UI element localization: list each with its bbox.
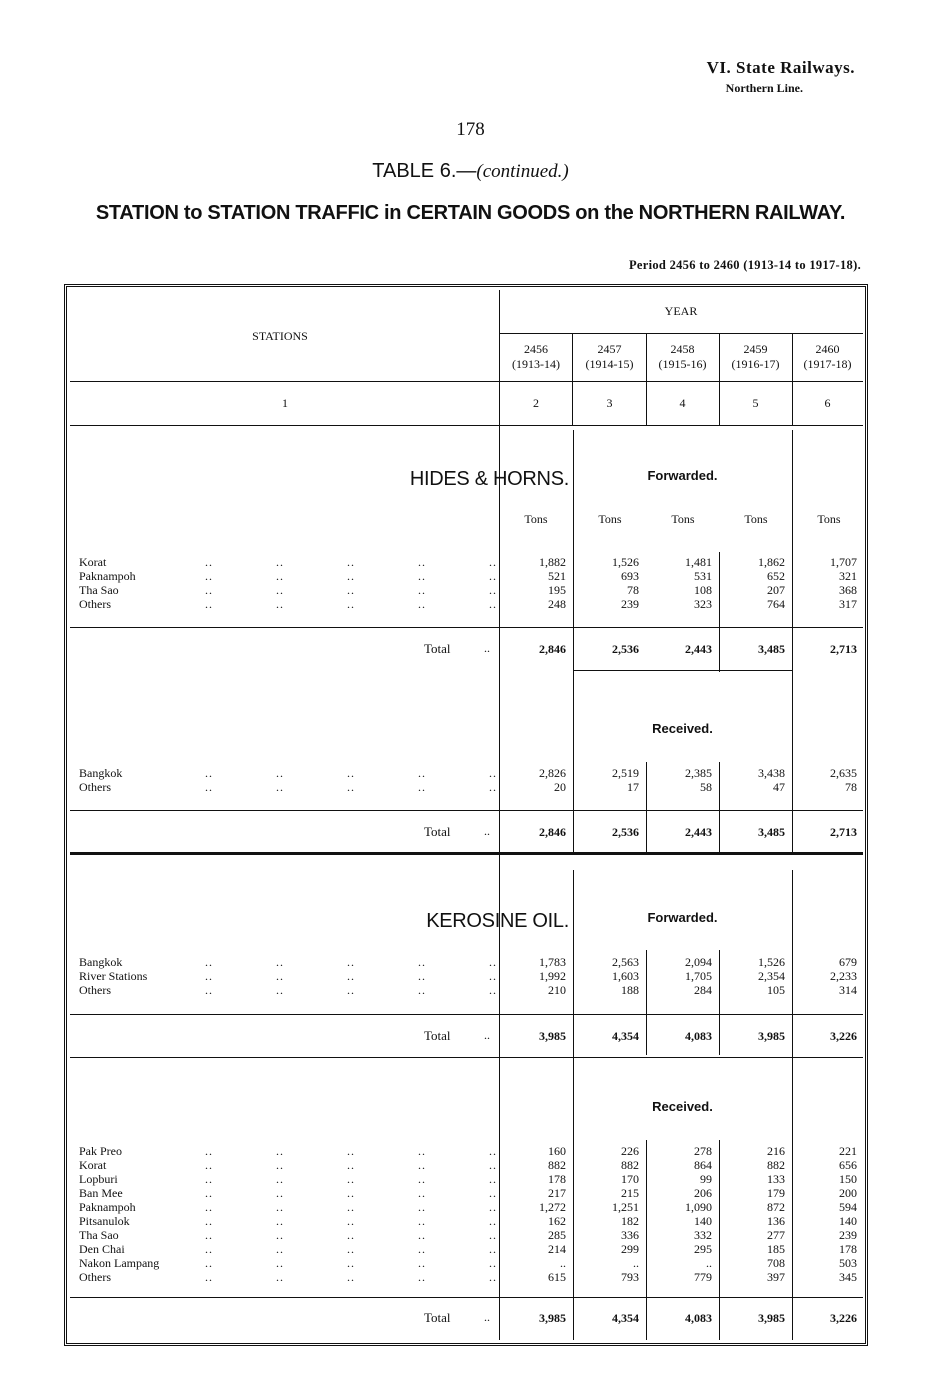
leader-dots: .. .. .. .. ..	[205, 1214, 497, 1228]
unit-label: Tons	[598, 512, 622, 526]
station-row-value: 652	[767, 569, 785, 583]
station-label: Others	[79, 983, 111, 997]
total-row-value: 2,713	[830, 642, 857, 656]
station-row-value: ..	[706, 1256, 712, 1270]
leader-dots: ..	[484, 1310, 490, 1324]
station-row-value: 17	[627, 780, 639, 794]
station-row-value: 368	[839, 583, 857, 597]
station-row-value: 1,783	[539, 955, 566, 969]
station-row-value: 2,354	[758, 969, 785, 983]
station-row-value: 321	[839, 569, 857, 583]
total-row-value: 3,985	[539, 1311, 566, 1325]
section-title: VI. State Railways.	[706, 58, 855, 77]
total-label: Total	[424, 1028, 451, 1043]
station-row-value: 78	[627, 583, 639, 597]
unit-label: Tons	[817, 512, 841, 526]
year-col-2458: 2458 (1915-16)	[658, 342, 707, 371]
leader-dots: .. .. .. .. ..	[205, 955, 497, 969]
station-row-value: 336	[621, 1228, 639, 1242]
leader-dots: .. .. .. .. ..	[205, 983, 497, 997]
rule	[573, 670, 792, 671]
station-row-value: 170	[621, 1172, 639, 1186]
station-row-value: 210	[548, 983, 566, 997]
station-row-value: 521	[548, 569, 566, 583]
leader-dots: .. .. .. .. ..	[205, 1228, 497, 1242]
leader-dots: ..	[484, 1028, 490, 1042]
station-row-value: 3,438	[758, 766, 785, 780]
total-label: Total	[424, 824, 451, 839]
leader-dots: .. .. .. .. ..	[205, 569, 497, 583]
year-col-2459: 2459 (1916-17)	[731, 342, 780, 371]
station-label: Den Chai	[79, 1242, 125, 1256]
station-row-value: 226	[621, 1144, 639, 1158]
station-row-value: 1,705	[685, 969, 712, 983]
col-divider	[646, 950, 647, 1055]
forwarded-label: Forwarded.	[647, 468, 718, 483]
total-label: Total	[424, 641, 451, 656]
leader-dots: .. .. .. .. ..	[205, 1270, 497, 1284]
station-row-value: 679	[839, 955, 857, 969]
station-row-value: 708	[767, 1256, 785, 1270]
station-row-value: 656	[839, 1158, 857, 1172]
received-label: Received.	[652, 1099, 713, 1114]
station-row-value: 1,090	[685, 1200, 712, 1214]
station-row-value: 295	[694, 1242, 712, 1256]
total-row-value: 2,713	[830, 825, 857, 839]
total-row-value: 2,536	[612, 825, 639, 839]
station-row-value: 594	[839, 1200, 857, 1214]
station-row-value: 882	[621, 1158, 639, 1172]
total-row-value: 4,083	[685, 1029, 712, 1043]
table-title: STATION to STATION TRAFFIC in CERTAIN GOODS on the NORTHERN RAILWAY.	[95, 202, 846, 224]
leader-dots: .. .. .. .. ..	[205, 597, 497, 611]
station-row-value: 277	[767, 1228, 785, 1242]
station-row-value: 1,251	[612, 1200, 639, 1214]
unit-label: Tons	[524, 512, 548, 526]
station-row-value: 2,233	[830, 969, 857, 983]
total-row-value: 2,443	[685, 642, 712, 656]
leader-dots: .. .. .. .. ..	[205, 766, 497, 780]
station-label: Others	[79, 597, 111, 611]
station-label: Paknampoh	[79, 569, 136, 583]
station-row-value: 332	[694, 1228, 712, 1242]
station-row-value: 248	[548, 597, 566, 611]
col-divider	[646, 1140, 647, 1340]
station-row-value: ..	[560, 1256, 566, 1270]
section-separator	[70, 852, 863, 855]
col-divider	[792, 430, 793, 852]
station-row-value: 207	[767, 583, 785, 597]
station-label: Others	[79, 780, 111, 794]
table-heading	[0, 160, 941, 183]
station-row-value: 872	[767, 1200, 785, 1214]
station-row-value: 215	[621, 1186, 639, 1200]
year-rule	[499, 333, 863, 334]
col-divider	[719, 1140, 720, 1340]
section-name: HIDES & HORNS.	[409, 468, 569, 490]
station-row-value: 200	[839, 1186, 857, 1200]
station-row-value: 2,635	[830, 766, 857, 780]
total-row-value: 3,985	[758, 1029, 785, 1043]
table-continued: (continued.)	[476, 161, 569, 182]
station-row-value: 397	[767, 1270, 785, 1284]
station-row-value: 206	[694, 1186, 712, 1200]
total-row-value: 3,485	[758, 825, 785, 839]
station-row-value: 78	[845, 780, 857, 794]
header-rule-1	[70, 381, 863, 382]
station-row-value: 179	[767, 1186, 785, 1200]
total-row-value: 3,226	[830, 1311, 857, 1325]
station-row-value: 133	[767, 1172, 785, 1186]
total-label: Total	[424, 1310, 451, 1325]
leader-dots: .. .. .. .. ..	[205, 1242, 497, 1256]
station-label: River Stations	[79, 969, 148, 983]
station-row-value: 1,526	[612, 555, 639, 569]
station-row-value: 99	[700, 1172, 712, 1186]
section-name: KEROSINE OIL.	[426, 910, 569, 932]
station-row-value: 1,862	[758, 555, 785, 569]
section-subtitle: Northern Line.	[725, 81, 803, 95]
station-label: Lopburi	[79, 1172, 118, 1186]
col-divider	[573, 430, 574, 852]
leader-dots: .. .. .. .. ..	[205, 1200, 497, 1214]
station-row-value: 882	[548, 1158, 566, 1172]
station-row-value: 345	[839, 1270, 857, 1284]
leader-dots: .. .. .. .. ..	[205, 1172, 497, 1186]
station-row-value: 1,272	[539, 1200, 566, 1214]
station-label: Tha Sao	[79, 1228, 119, 1242]
stations-divider	[499, 290, 500, 1340]
rule	[70, 1014, 863, 1015]
station-row-value: 105	[767, 983, 785, 997]
station-label: Others	[79, 1270, 111, 1284]
station-row-value: 1,526	[758, 955, 785, 969]
leader-dots: .. .. .. .. ..	[205, 1144, 497, 1158]
year-col-2456: 2456 (1913-14)	[512, 342, 560, 371]
station-row-value: 136	[767, 1214, 785, 1228]
station-row-value: 239	[621, 597, 639, 611]
station-row-value: 58	[700, 780, 712, 794]
station-label: Korat	[79, 555, 107, 569]
rule	[70, 1297, 863, 1298]
total-row-value: 4,354	[612, 1029, 639, 1043]
station-row-value: 278	[694, 1144, 712, 1158]
col-divider	[719, 762, 720, 852]
station-row-value: 178	[839, 1242, 857, 1256]
table-label: TABLE 6.—	[372, 160, 477, 182]
leader-dots: .. .. .. .. ..	[205, 1158, 497, 1172]
station-row-value: 1,882	[539, 555, 566, 569]
unit-label: Tons	[671, 512, 695, 526]
station-row-value: 323	[694, 597, 712, 611]
total-row-value: 2,846	[539, 642, 566, 656]
total-row-value: 4,354	[612, 1311, 639, 1325]
forwarded-label: Forwarded.	[647, 910, 718, 925]
leader-dots: .. .. .. .. ..	[205, 969, 497, 983]
col-divider	[719, 552, 720, 672]
col-divider	[792, 870, 793, 1340]
leader-dots: .. .. .. .. ..	[205, 1256, 497, 1270]
station-row-value: 314	[839, 983, 857, 997]
station-row-value: 503	[839, 1256, 857, 1270]
station-row-value: 615	[548, 1270, 566, 1284]
station-row-value: 299	[621, 1242, 639, 1256]
leader-dots: ..	[484, 824, 490, 838]
rule	[70, 1057, 863, 1058]
header-rule-2	[70, 425, 863, 426]
station-row-value: 188	[621, 983, 639, 997]
station-row-value: 239	[839, 1228, 857, 1242]
station-row-value: 285	[548, 1228, 566, 1242]
station-row-value: 284	[694, 983, 712, 997]
station-row-value: 195	[548, 583, 566, 597]
station-row-value: 178	[548, 1172, 566, 1186]
station-row-value: 693	[621, 569, 639, 583]
period-label: Period 2456 to 2460 (1913-14 to 1917-18).	[628, 258, 861, 272]
station-row-value: 160	[548, 1144, 566, 1158]
total-row-value: 3,985	[758, 1311, 785, 1325]
station-row-value: ..	[633, 1256, 639, 1270]
col-divider	[719, 950, 720, 1055]
year-col-2457: 2457 (1914-15)	[585, 342, 634, 371]
total-row-value: 2,536	[612, 642, 639, 656]
station-row-value: 1,481	[685, 555, 712, 569]
station-label: Korat	[79, 1158, 107, 1172]
col-number-3: 3	[606, 396, 613, 410]
station-label: Tha Sao	[79, 583, 119, 597]
station-row-value: 221	[839, 1144, 857, 1158]
station-row-value: 20	[554, 780, 566, 794]
year-col-2460: 2460 (1917-18)	[803, 342, 852, 371]
station-row-value: 531	[694, 569, 712, 583]
leader-dots: .. .. .. .. ..	[205, 1186, 497, 1200]
station-row-value: 108	[694, 583, 712, 597]
station-label: Ban Mee	[79, 1186, 123, 1200]
station-row-value: 150	[839, 1172, 857, 1186]
station-label: Pitsanulok	[79, 1214, 130, 1228]
col-number-6: 6	[824, 396, 831, 410]
leader-dots: ..	[484, 641, 490, 655]
station-row-value: 2,519	[612, 766, 639, 780]
unit-label: Tons	[744, 512, 768, 526]
rule	[70, 627, 863, 628]
leader-dots: .. .. .. .. ..	[205, 583, 497, 597]
leader-dots: .. .. .. .. ..	[205, 780, 497, 794]
station-row-value: 882	[767, 1158, 785, 1172]
station-row-value: 217	[548, 1186, 566, 1200]
col-divider	[646, 762, 647, 852]
page-number: 178	[456, 119, 485, 140]
rule	[70, 810, 863, 811]
station-label: Pak Preo	[79, 1144, 122, 1158]
col-number-2: 2	[533, 396, 539, 410]
total-row-value: 4,083	[685, 1311, 712, 1325]
station-row-value: 779	[694, 1270, 712, 1284]
total-row-value: 3,226	[830, 1029, 857, 1043]
station-row-value: 214	[548, 1242, 566, 1256]
total-row-value: 2,443	[685, 825, 712, 839]
leader-dots: .. .. .. .. ..	[205, 555, 497, 569]
station-row-value: 764	[767, 597, 785, 611]
station-row-value: 793	[621, 1270, 639, 1284]
col-number-1: 1	[282, 396, 288, 410]
station-row-value: 864	[694, 1158, 712, 1172]
station-row-value: 2,563	[612, 955, 639, 969]
station-row-value: 162	[548, 1214, 566, 1228]
station-row-value: 47	[773, 780, 785, 794]
total-row-value: 3,985	[539, 1029, 566, 1043]
station-row-value: 140	[694, 1214, 712, 1228]
station-row-value: 1,707	[830, 555, 857, 569]
station-label: Bangkok	[79, 955, 123, 969]
station-row-value: 1,992	[539, 969, 566, 983]
year-header: YEAR	[664, 304, 698, 318]
stations-header: STATIONS	[252, 329, 308, 343]
total-row-value: 3,485	[758, 642, 785, 656]
station-row-value: 2,094	[685, 955, 712, 969]
received-label: Received.	[652, 721, 713, 736]
station-row-value: 1,603	[612, 969, 639, 983]
station-label: Paknampoh	[79, 1200, 136, 1214]
station-row-value: 2,826	[539, 766, 566, 780]
station-row-value: 317	[839, 597, 857, 611]
station-row-value: 2,385	[685, 766, 712, 780]
col-number-5: 5	[752, 396, 759, 410]
station-row-value: 185	[767, 1242, 785, 1256]
station-row-value: 140	[839, 1214, 857, 1228]
station-label: Bangkok	[79, 766, 123, 780]
station-label: Nakon Lampang	[79, 1256, 160, 1270]
station-row-value: 216	[767, 1144, 785, 1158]
station-row-value: 182	[621, 1214, 639, 1228]
col-number-4: 4	[679, 396, 686, 410]
total-row-value: 2,846	[539, 825, 566, 839]
